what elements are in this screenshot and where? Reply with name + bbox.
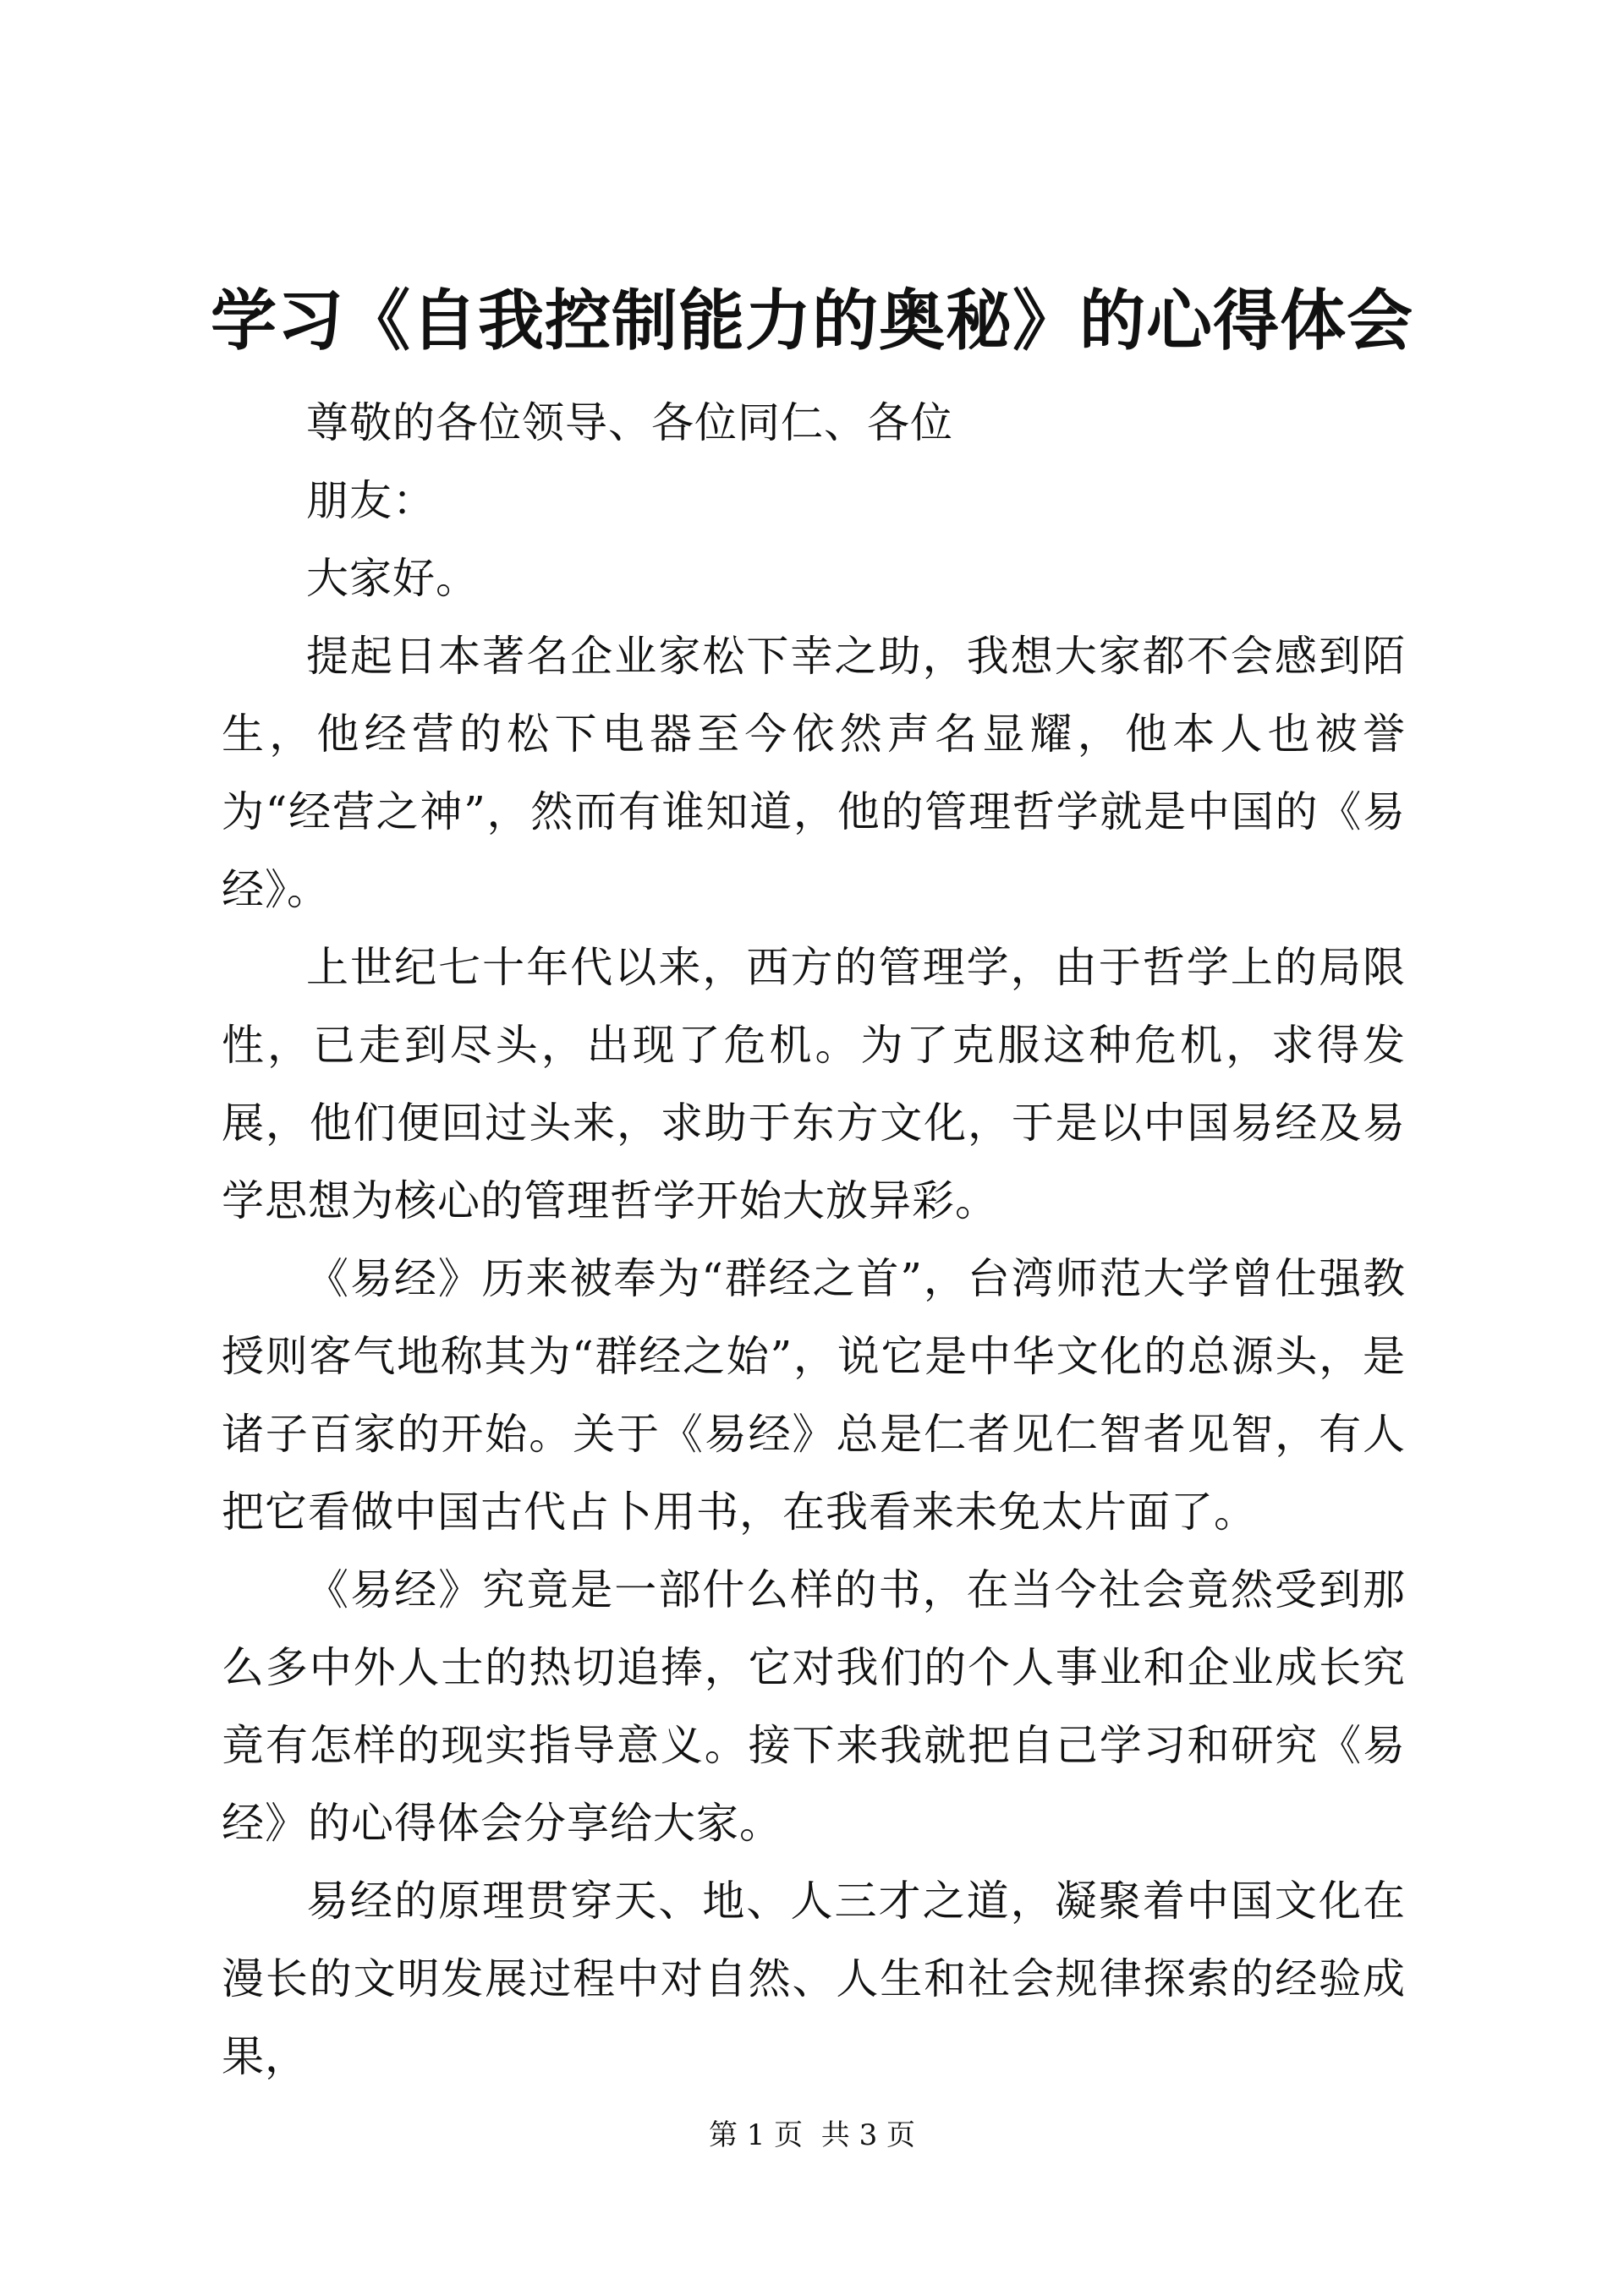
document-body xyxy=(222,384,1406,2096)
salutation-line-1: 尊敬的各位领导、各位同仁、各位 xyxy=(306,398,953,447)
document-title: 学习《自我控制能力的奥秘》的心得体会 xyxy=(210,282,1413,359)
page-number: 第 1 页 共 3 页 xyxy=(708,2118,916,2152)
page-footer xyxy=(0,2118,1624,2152)
paragraph: 《易经》究竟是一部什么样的书，在当今社会竟然受到那么多中外人士的热切追捧，它对我们的个人事业和企业成长究竟有怎样的现实指导意义。接下来我就把自己学习和研究《易经》的心得体会分享给大家。 xyxy=(222,1565,1406,1848)
paragraph: 《易经》历来被奉为“群经之首”，台湾师范大学曾仕强教授则客气地称其为“群经之始”，说它是中华文化的总源头，是诸子百家的开始。关于《易经》总是仁者见仁智者见智，有人把它看做中国古代占卜用书，在我看来未免太片面了。 xyxy=(222,1254,1406,1537)
paragraph: 上世纪七十年代以来，西方的管理学，由于哲学上的局限性，已走到尽头，出现了危机。为了克服这种危机，求得发展，他们便回过头来，求助于东方文化，于是以中国易经及易学思想为核心的管理哲学开始大放异彩。 xyxy=(222,943,1406,1225)
paragraph: 易经的原理贯穿天、地、人三才之道，凝聚着中国文化在漫长的文明发展过程中对自然、人生和社会规律探索的经验成果， xyxy=(222,1877,1406,2081)
paragraph: 提起日本著名企业家松下幸之助，我想大家都不会感到陌生，他经营的松下电器至今依然声名显耀，他本人也被誉为“经营之神”，然而有谁知道，他的管理哲学就是中国的《易经》。 xyxy=(222,632,1406,914)
greeting: 大家好。 xyxy=(306,554,479,603)
salutation-line-2: 朋友： xyxy=(306,476,436,525)
